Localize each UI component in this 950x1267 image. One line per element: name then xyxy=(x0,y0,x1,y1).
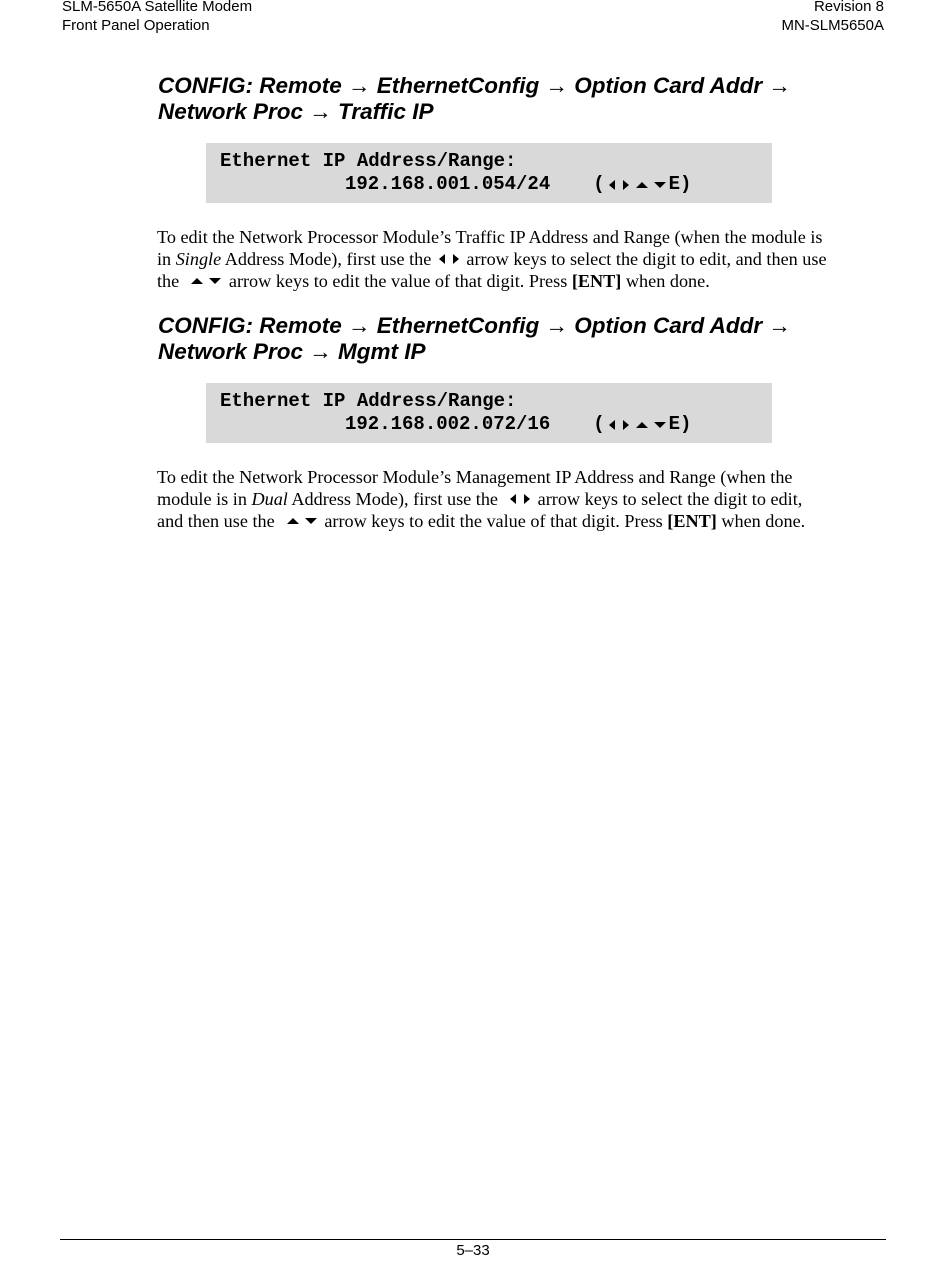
instruction-paragraph-traffic-ip: To edit the Network Processor Module’s Traffic IP Address and Range (when the module is in Single Address Mode), first use the arrow keys to select the digit to edit, and then use the arrow keys to edit the value of that digit. Press [ENT] when done. xyxy=(157,227,827,291)
right-arrow-icon xyxy=(619,178,633,192)
section-heading-traffic-ip xyxy=(158,73,791,125)
running-header-right xyxy=(781,0,884,35)
page-number: 5–33 xyxy=(456,1242,490,1259)
right-arrow-icon xyxy=(448,252,462,266)
left-arrow-icon xyxy=(507,492,519,506)
up-arrow-icon xyxy=(284,514,302,528)
ent-key-label: [ENT] xyxy=(667,511,717,531)
down-arrow-icon xyxy=(302,514,320,528)
document-title: SLM-5650A Satellite Modem xyxy=(62,0,253,15)
section-heading-line2: Network Proc → Mgmt IP xyxy=(158,339,426,364)
running-header-left xyxy=(62,0,252,35)
manual-number: MN-SLM5650A xyxy=(781,17,884,34)
left-arrow-icon xyxy=(436,252,448,266)
section-heading-line2: Network Proc → Traffic IP xyxy=(158,99,434,124)
lcd-key-hints: ( E) xyxy=(593,413,692,435)
footer-divider xyxy=(60,1239,886,1240)
left-arrow-icon xyxy=(605,418,619,432)
lcd-ip-value: 192.168.001.054/24 xyxy=(345,173,551,195)
revision-label: Revision 8 xyxy=(813,0,884,15)
instruction-paragraph-mgmt-ip: To edit the Network Processor Module’s Management IP Address and Range (when the module is in Dual Address Mode), first use the arrow keys to select the digit to edit, and then use the arrow keys to edit the value of that digit. Press [ENT] when done. xyxy=(157,467,806,531)
chapter-title: Front Panel Operation xyxy=(62,17,210,34)
down-arrow-icon xyxy=(206,274,224,288)
section-heading-line1: CONFIG: Remote → EthernetConfig → Option Card Addr → xyxy=(158,73,791,98)
lcd-line-2 xyxy=(220,173,772,196)
right-arrow-icon xyxy=(619,418,633,432)
lcd-display-mgmt-ip xyxy=(206,383,772,443)
up-arrow-icon xyxy=(188,274,206,288)
section-heading-mgmt-ip xyxy=(158,313,791,365)
up-arrow-icon xyxy=(633,178,651,192)
down-arrow-icon xyxy=(651,418,669,432)
lcd-line-2 xyxy=(220,413,772,436)
ent-key-label: [ENT] xyxy=(571,271,622,291)
lcd-key-hints: ( E) xyxy=(593,173,692,195)
section-heading-line1: CONFIG: Remote → EthernetConfig → Option Card Addr → xyxy=(158,313,791,338)
left-arrow-icon xyxy=(605,178,619,192)
lcd-line-1: Ethernet IP Address/Range: xyxy=(220,150,517,172)
lcd-display-traffic-ip xyxy=(206,143,772,203)
right-arrow-icon xyxy=(519,492,533,506)
down-arrow-icon xyxy=(651,178,669,192)
lcd-line-1: Ethernet IP Address/Range: xyxy=(220,390,517,412)
lcd-ip-value: 192.168.002.072/16 xyxy=(345,413,551,435)
up-arrow-icon xyxy=(633,418,651,432)
